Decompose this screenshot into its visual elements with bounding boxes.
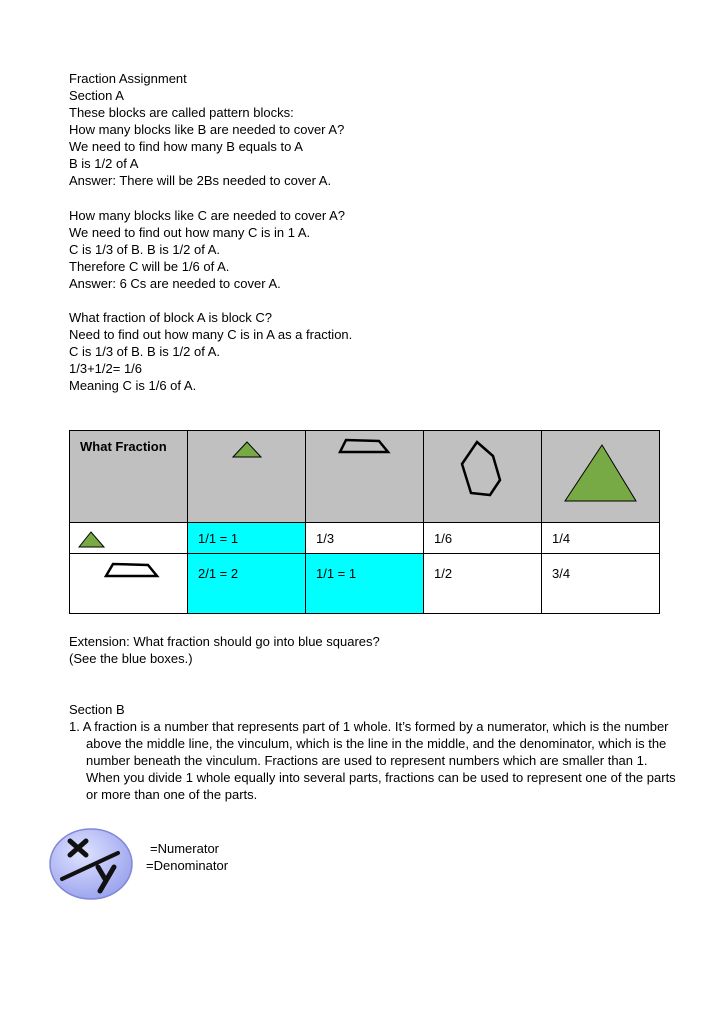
text-line: C is 1/3 of B. B is 1/2 of A.: [69, 344, 221, 359]
text-line: Therefore C will be 1/6 of A.: [69, 259, 230, 274]
table-row: [70, 554, 660, 614]
table-cell: 3/4: [542, 554, 660, 614]
text-line: How many blocks like C are needed to cover A?: [69, 208, 346, 223]
trapezoid-icon: [306, 431, 424, 471]
text-line: B is 1/2 of A: [69, 156, 139, 171]
text-line: These blocks are called pattern blocks:: [69, 105, 294, 120]
trapezoid-icon: [70, 554, 188, 594]
text-line: We need to find how many B equals to A: [69, 139, 303, 154]
header-cell: [424, 431, 542, 523]
text-line: Need to find out how many C is in A as a fraction.: [69, 327, 353, 342]
header-cell: [70, 431, 188, 523]
table-cell: 2/1 = 2: [188, 554, 306, 614]
numerator-label: =Numerator: [150, 841, 219, 856]
fraction-xy-icon: [48, 827, 134, 901]
small-triangle-icon: [70, 523, 188, 553]
question-fraction-of-a: [69, 309, 352, 394]
table-cell: 1/1 = 1: [188, 523, 306, 554]
section-a-intro: [69, 70, 344, 189]
hexagon-icon: [424, 431, 542, 511]
small-triangle-icon: [188, 431, 306, 471]
text-line: 1/3+1/2= 1/6: [69, 361, 143, 376]
header-label: What Fraction: [80, 439, 167, 454]
question-c-covers-a: [69, 207, 345, 292]
table-cell: 1/3: [306, 523, 424, 554]
section-a-heading: Section A: [69, 88, 124, 103]
header-cell: [188, 431, 306, 523]
text-line: Answer: 6 Cs are needed to cover A.: [69, 276, 281, 291]
extension-note: [69, 633, 380, 667]
text-line: What fraction of block A is block C?: [69, 310, 273, 325]
table-cell: 1/4: [542, 523, 660, 554]
row-shape-cell: [70, 523, 188, 554]
text-line: Answer: There will be 2Bs needed to cover A.: [69, 173, 332, 188]
header-cell: [306, 431, 424, 523]
fraction-labels: [146, 840, 228, 874]
header-cell: [542, 431, 660, 523]
denominator-label: =Denominator: [146, 858, 229, 873]
document-title: Fraction Assignment: [69, 71, 187, 86]
table-cell: 1/1 = 1: [306, 554, 424, 614]
text-line: How many blocks like B are needed to cover A?: [69, 122, 345, 137]
section-b: [69, 701, 676, 803]
table-header-row: [70, 431, 660, 523]
table-cell: 1/6: [424, 523, 542, 554]
text-line: We need to find out how many C is in 1 A.: [69, 225, 311, 240]
text-line: Meaning C is 1/6 of A.: [69, 378, 197, 393]
large-triangle-icon: [542, 431, 660, 511]
fraction-table: [69, 430, 660, 614]
section-b-heading: Section B: [69, 702, 125, 717]
row-shape-cell: [70, 554, 188, 614]
fraction-definition: 1. A fraction is a number that represents part of 1 whole. It’s formed by a numerator, which is the number above the middle line, the vinculum, which is the line in the middle, and the denominator, which is the number beneath the vinculum. Fractions are used to represent numbers which are smaller than 1. When you divide 1 whole equally into several parts, fractions can be used to represent one of the parts or more than one of the parts.: [69, 719, 676, 802]
text-line: Extension: What fraction should go into blue squares?: [69, 634, 380, 649]
table-row: [70, 523, 660, 554]
table-cell: 1/2: [424, 554, 542, 614]
text-line: C is 1/3 of B. B is 1/2 of A.: [69, 242, 221, 257]
text-line: (See the blue boxes.): [69, 651, 193, 666]
